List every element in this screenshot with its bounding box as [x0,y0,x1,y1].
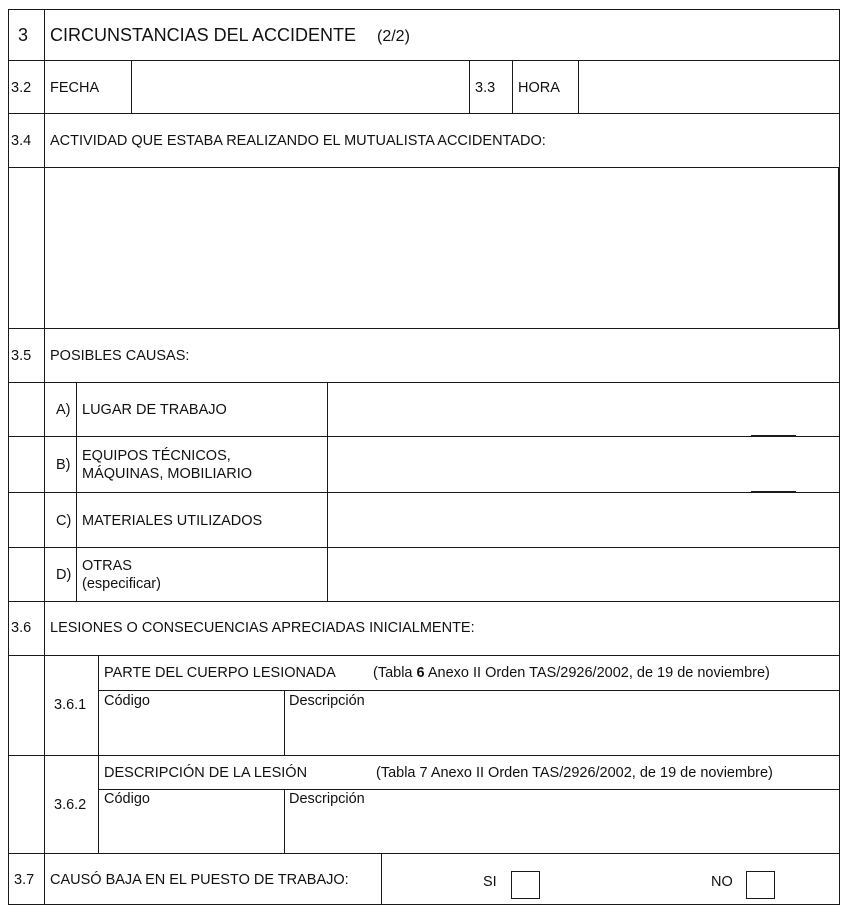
causa-a-label: LUGAR DE TRABAJO [82,402,227,418]
hora-field[interactable] [579,61,839,113]
actividad-label: ACTIVIDAD QUE ESTABA REALIZANDO EL MUTUALISTA ACCIDENTADO: [50,133,546,149]
lesiones-label: LESIONES O CONSECUENCIAS APRECIADAS INICIALMENTE: [50,620,475,636]
descripcion-descripcion-label: Descripción [289,791,365,807]
page-indicator: (2/2) [377,28,410,45]
parte-title: PARTE DEL CUERPO LESIONADA [104,665,336,681]
actividad-textarea[interactable] [45,168,838,328]
descripcion-title: DESCRIPCIÓN DE LA LESIÓN [104,765,308,781]
causa-b-label: EQUIPOS TÉCNICOS, [82,448,231,464]
parte-reference: (Tabla 6 Anexo II Orden TAS/2926/2002, de 19 de noviembre) [373,665,770,681]
si-label: SI [483,874,497,890]
causa-b-letter: B) [56,457,71,473]
causa-c-letter: C) [56,513,72,529]
descripcion-codigo-field[interactable] [99,810,284,853]
causa-c-label: MATERIALES UTILIZADOS [82,513,263,529]
section-number: 3 [18,25,29,45]
causa-c-field[interactable] [328,493,839,547]
baja-label: CAUSÓ BAJA EN EL PUESTO DE TRABAJO: [50,872,349,888]
descripcion-descripcion-field[interactable] [285,810,839,853]
lesiones-number: 3.6 [11,620,32,636]
descripcion-number: 3.6.2 [54,797,87,813]
section-title: CIRCUNSTANCIAS DEL ACCIDENTE [50,25,357,45]
fecha-number: 3.2 [11,80,32,96]
descripcion-codigo-label: Código [104,791,150,807]
baja-number: 3.7 [14,872,35,888]
no-label: NO [711,874,733,890]
causas-label: POSIBLES CAUSAS: [50,348,190,364]
no-checkbox[interactable] [746,871,775,899]
hora-label: HORA [518,80,560,96]
descripcion-reference: (Tabla 7 Anexo II Orden TAS/2926/2002, de 19 de noviembre) [376,765,773,781]
parte-codigo-label: Código [104,693,150,709]
parte-number: 3.6.1 [54,697,87,713]
si-checkbox[interactable] [511,871,540,899]
causa-b-field[interactable] [328,437,839,492]
causa-b-label-line2: MÁQUINAS, MOBILIARIO [82,466,252,482]
fecha-label: FECHA [50,80,100,96]
causa-d-field[interactable] [328,548,839,601]
causa-a-field[interactable] [328,383,839,436]
causa-d-letter: D) [56,567,72,583]
causas-number: 3.5 [11,348,32,364]
actividad-number: 3.4 [11,133,32,149]
parte-descripcion-field[interactable] [285,712,839,755]
causa-d-label: OTRAS [82,558,132,574]
causa-a-letter: A) [56,402,71,418]
fecha-field[interactable] [132,61,469,113]
parte-codigo-field[interactable] [99,712,284,755]
causa-d-label-line2: (especificar) [82,576,161,592]
parte-descripcion-label: Descripción [289,693,365,709]
hora-number: 3.3 [475,80,496,96]
